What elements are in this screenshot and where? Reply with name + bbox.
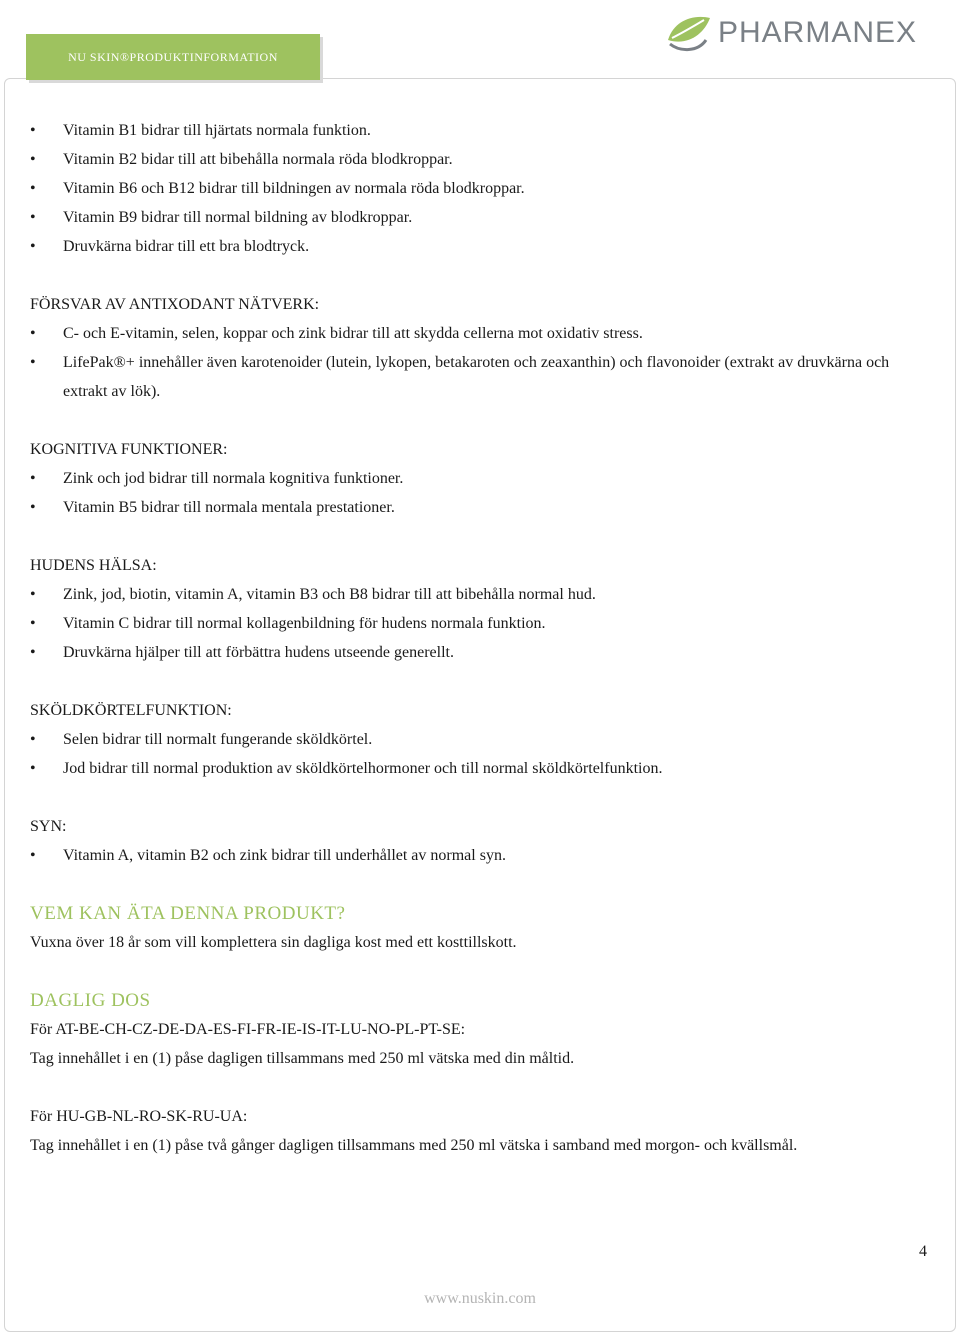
cognitive-list <box>30 464 935 522</box>
footer-url: www.nuskin.com <box>424 1290 536 1307</box>
who-heading: VEM KAN ÄTA DENNA PRODUKT? <box>30 903 346 924</box>
list-item: • Selen bidrar till normalt fungerande sköldkörtel. <box>30 725 935 754</box>
vision-heading: SYN: <box>30 818 67 835</box>
dose-group1-text: Tag innehållet i en (1) påse dagligen tillsammans med 250 ml vätska med din måltid. <box>30 1050 575 1067</box>
list-item: • LifePak®+ innehåller även karotenoider (lutein, lykopen, betakaroten och zeaxanthin) och flavonoider (extrakt av druvkärna och extrakt av lök). <box>30 348 935 406</box>
list-item: • Vitamin B5 bidrar till normala mentala prestationer. <box>30 493 935 522</box>
product-info-tab <box>26 34 320 80</box>
skin-list <box>30 580 935 667</box>
list-item: • Zink, jod, biotin, vitamin A, vitamin B3 och B8 bidrar till att bibehålla normal hud. <box>30 580 935 609</box>
product-info-tab-label: NU SKIN®PRODUKTINFORMATION <box>68 49 278 64</box>
antioxidant-heading: FÖRSVAR AV ANTIXODANT NÄTVERK: <box>30 296 320 313</box>
list-item: • Vitamin B6 och B12 bidrar till bildningen av normala röda blodkroppar. <box>30 174 935 203</box>
document-body <box>30 116 935 1160</box>
thyroid-heading: SKÖLDKÖRTELFUNKTION: <box>30 702 232 719</box>
pharmanex-logo <box>664 10 917 56</box>
list-item: • C- och E-vitamin, selen, koppar och zink bidrar till att skydda cellerna mot oxidativ stress. <box>30 319 935 348</box>
vision-list <box>30 841 935 870</box>
cognitive-heading: KOGNITIVA FUNKTIONER: <box>30 441 228 458</box>
top-benefits-list <box>30 116 935 261</box>
leaf-logo-icon <box>664 10 714 56</box>
thyroid-list <box>30 725 935 783</box>
list-item: • Druvkärna hjälper till att förbättra hudens utseende generellt. <box>30 638 935 667</box>
dose-group1-label: För AT-BE-CH-CZ-DE-DA-ES-FI-FR-IE-IS-IT-LU-NO-PL-PT-SE: <box>30 1021 466 1038</box>
who-text: Vuxna över 18 år som vill komplettera sin dagliga kost med ett kosttillskott. <box>30 934 517 951</box>
dose-heading: DAGLIG DOS <box>30 990 151 1011</box>
brand-name: PHARMANEX <box>718 16 918 49</box>
list-item: • Zink och jod bidrar till normala kognitiva funktioner. <box>30 464 935 493</box>
list-item: • Vitamin A, vitamin B2 och zink bidrar till underhållet av normal syn. <box>30 841 935 870</box>
dose-group2-label: För HU-GB-NL-RO-SK-RU-UA: <box>30 1108 248 1125</box>
skin-heading: HUDENS HÄLSA: <box>30 557 157 574</box>
list-item: • Vitamin B9 bidrar till normal bildning av blodkroppar. <box>30 203 935 232</box>
list-item: • Vitamin B2 bidar till att bibehålla normala röda blodkroppar. <box>30 145 935 174</box>
list-item: • Vitamin B1 bidrar till hjärtats normala funktion. <box>30 116 935 145</box>
page-number: 4 <box>919 1243 927 1260</box>
list-item: • Druvkärna bidrar till ett bra blodtryck. <box>30 232 935 261</box>
antioxidant-list <box>30 319 935 406</box>
list-item: • Jod bidrar till normal produktion av sköldkörtelhormoner och till normal sköldkörtelfunktion. <box>30 754 935 783</box>
list-item: • Vitamin C bidrar till normal kollagenbildning för hudens normala funktion. <box>30 609 935 638</box>
dose-group2-text: Tag innehållet i en (1) påse två gånger dagligen tillsammans med 250 ml vätska i samband med morgon- och kvällsmål. <box>30 1137 798 1154</box>
